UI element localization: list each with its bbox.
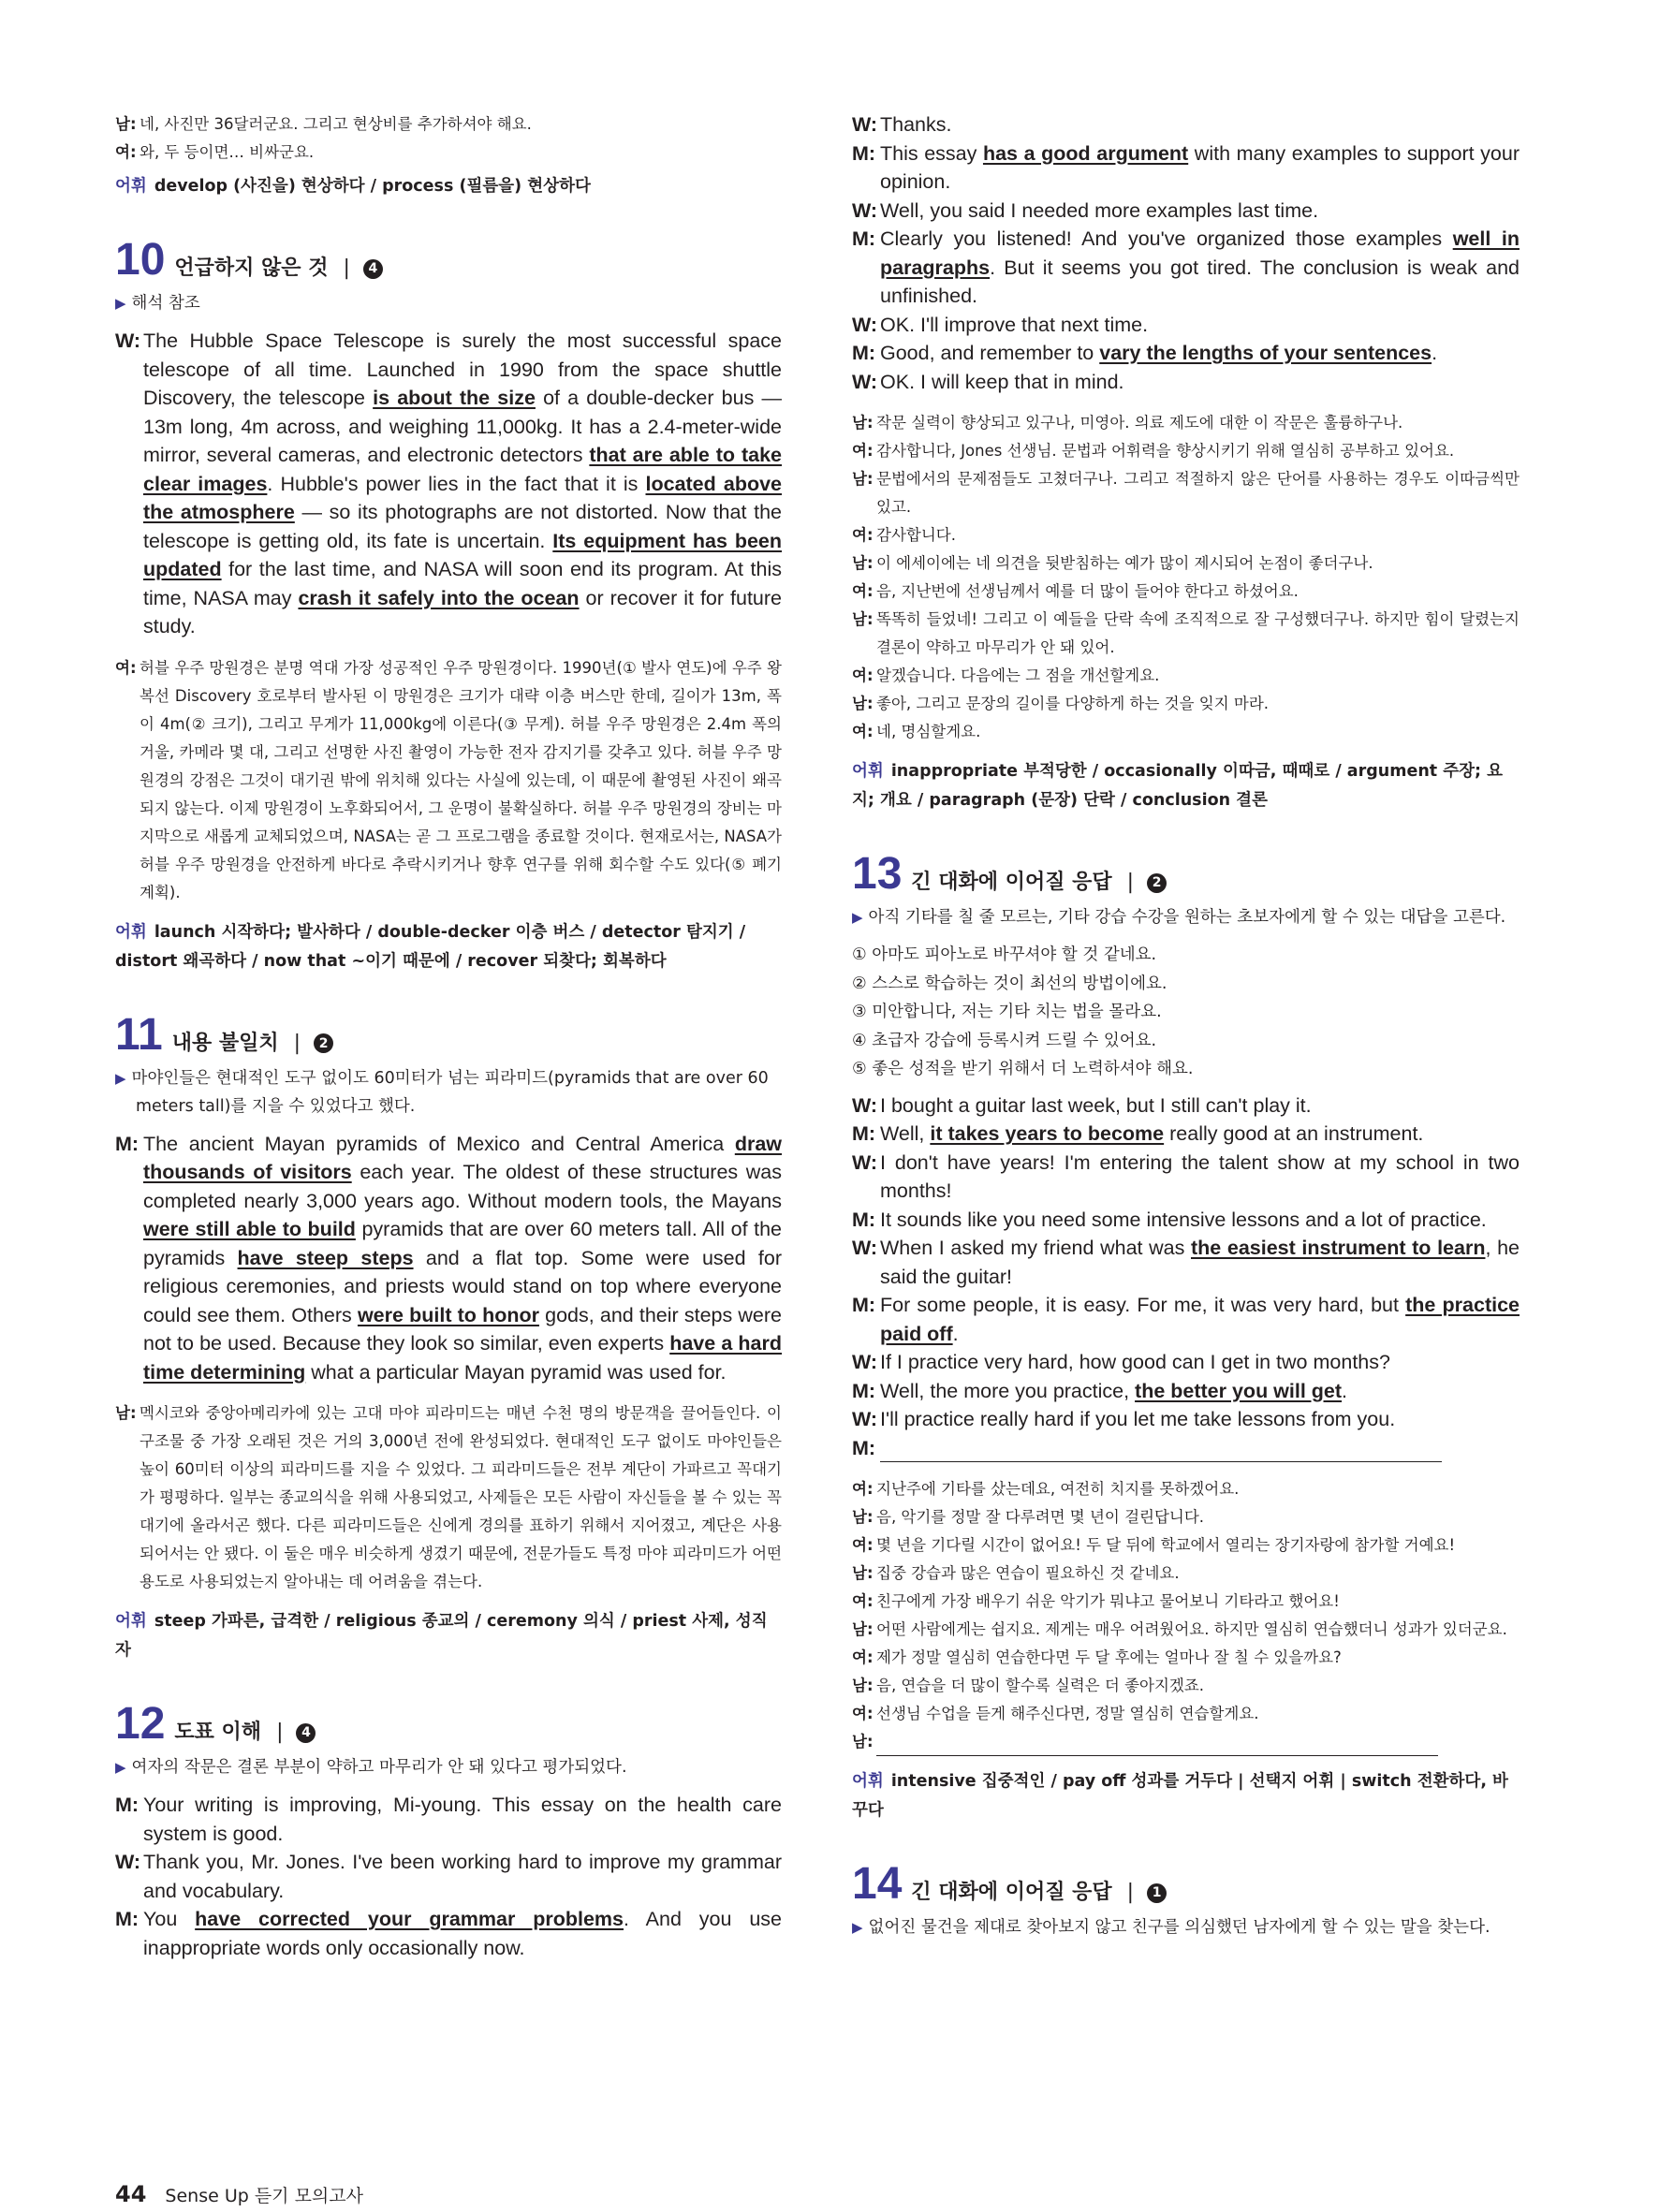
ko-line: 남: 어떤 사람에게는 쉽지요. 제게는 매우 어려웠어요. 하지만 열심히 연습했더니 성과가 있더군요. [852, 1620, 1507, 1638]
dialog-line: M: It sounds like you need some intensive lessons and a lot of practice. [852, 1208, 1487, 1231]
section-header: 11 내용 불일치 | 2 [115, 1010, 782, 1061]
ko-line: 남: 좋아, 그리고 문장의 길이를 다양하게 하는 것을 잊지 마라. [852, 695, 1270, 712]
ko-line: 남: 이 에세이에는 네 의견을 뒷받침하는 예가 많이 제시되어 논점이 좋더구나. [852, 554, 1373, 572]
dialog-line: M: Your writing is improving, Mi-young. This essay on the health care system is good. [115, 1794, 782, 1845]
ko-line: 여: 지난주에 기타를 샀는데요, 여전히 치지를 못하겠어요. [852, 1480, 1240, 1498]
english-dialog [852, 110, 1520, 396]
triangle-icon: ▶ [852, 909, 863, 926]
section-number: 10 [115, 235, 166, 285]
section-13 [852, 849, 1520, 1825]
page-footer [115, 2181, 363, 2207]
dialog-line: M: Clearly you listened! And you've organized those examples well in paragraphs. But it seems you got tired. The conclusion is weak and unfinished. [852, 227, 1520, 307]
page-number: 44 [115, 2181, 147, 2207]
hint: ▶ 여자의 작문은 결론 부분이 약하고 마무리가 안 돼 있다고 평가되었다. [115, 1758, 627, 1777]
answer-badge: 2 [1147, 873, 1167, 893]
section-10 [115, 235, 782, 976]
ko-line: 남: 음, 연습을 더 많이 할수록 실력은 더 좋아지겠죠. [852, 1677, 1205, 1694]
dialog-line: W: OK. I'll improve that next time. [852, 313, 1149, 336]
ko-line: 여: 허블 우주 망원경은 분명 역대 가장 성공적인 우주 망원경이다. 1990년(① 발사 연도)에 우주 왕복선 Discovery 호로부터 발사된 이 망원경은 크기가 대략 이층 버스만 한데, 길이가 13m, 폭이 4m(② 크기), 그리고 무게가 11,000kg에 이른다(③ 무게). 허블 우주 망원경은 2.4m 폭의 거울, 카메라 몇 대, 그리고 선명한 사진 촬영이 가능한 전자 감지기를 갖추고 있다. 허블 우주 망원경의 강점은 그것이 대기권 밖에 위치해 있다는 사실에 있는데, 이 때문에 촬영된 사진이 왜곡되지 않는다. 이제 망원경이 노후화되어서, 그 운명이 불확실하다. 허블 우주 망원경의 장비는 마지막으로 새롭게 교체되었으며, NASA는 곧 그 프로그램을 종료할 것이다. 현재로서는, NASA가 허블 우주 망원경을 안전하게 바다로 추락시키거나 향후 연구를 위해 회수할 수도 있다(⑤ 폐기 계획). [115, 658, 782, 901]
section-number: 12 [115, 1699, 166, 1749]
ko-answer-blank[interactable] [876, 1736, 1438, 1756]
section-14 [852, 1859, 1520, 1941]
section-header: 10 언급하지 않은 것 | 4 [115, 235, 782, 286]
left-column [115, 110, 782, 1975]
vocab-line: 어휘 steep 가파른, 급격한 / religious 종교의 / ceremony 의식 / priest 사제, 성직자 [115, 1612, 768, 1660]
section-header: 12 도표 이해 | 4 [115, 1699, 782, 1750]
ko-blank-line: 남: [852, 1728, 1520, 1756]
dialog-line: W: The Hubble Space Telescope is surely the most successful space telescope of all time. Launched in 1990 from the space shuttle Discovery, the telescope is about the size of a double-decker bus — 13m long, 4m across, and weighing 11,000kg. It has a 2.4-meter-wide mirror, several cameras, and electronic detectors that are able to take clear images. Hubble's power lies in the fact that it is located above the atmosphere — so its photographs are not distorted. Now that the telescope is getting old, its fate is uncertain. Its equipment has been updated for the last time, and NASA will soon end its program. At this time, NASA may crash it safely into the ocean or recover it for future study. [115, 330, 783, 637]
ko-line: 남: 네, 사진만 36달러군요. 그리고 현상비를 추가하셔야 해요. [115, 115, 532, 133]
section-12 [115, 1699, 782, 1962]
dialog-line: M: The ancient Mayan pyramids of Mexico and Central America draw thousands of visitors each year. The oldest of these structures was completed nearly 3,000 years ago. Without modern tools, the Mayans were still able to build pyramids that are over 60 meters tall. All of the pyramids have steep steps and a flat top. Some were used for religious ceremonies, and priests would stand on top where everyone could see them. Others were built to honor gods, and their steps were not to be used. Because they look so similar, even experts have a hard time determining what a particular Mayan pyramid was used for. [115, 1132, 783, 1384]
vocab-line: 어휘 launch 시작하다; 발사하다 / double-decker 이층 버스 / detector 탐지기 / distort 왜곡하다 / now that ~이기 때문에 / recover 되찾다; 회복하다 [115, 922, 746, 971]
dialog-line: W: Thank you, Mr. Jones. I've been working hard to improve my grammar and vocabulary. [115, 1851, 782, 1902]
hint: ▶ 없어진 물건을 제대로 찾아보지 않고 친구를 의심했던 남자에게 할 수 있는 말을 찾는다. [852, 1918, 1490, 1937]
dialog-line: M: For some people, it is easy. For me, it was very hard, but the practice paid off. [852, 1294, 1520, 1345]
answer-badge: 4 [296, 1723, 316, 1743]
dialog-line: W: I don't have years! I'm entering the talent show at my school in two months! [852, 1150, 1520, 1202]
dialog-line: W: Thanks. [852, 113, 952, 136]
section-title: 긴 대화에 이어질 응답 [911, 1881, 1112, 1904]
english-dialog [852, 1091, 1520, 1463]
korean-translation [852, 409, 1520, 746]
book-title: Sense Up 듣기 모의고사 [165, 2186, 363, 2206]
ko-line: 남: 작문 실력이 향상되고 있구나, 미영아. 의료 제도에 대한 이 작문은 훌륭하구나. [852, 414, 1403, 432]
dialog-line: W: I bought a guitar last week, but I still can't play it. [852, 1093, 1312, 1117]
dialog-line: M: Well, the more you practice, the better you will get. [852, 1379, 1348, 1402]
dialog-line: M: This essay has a good argument with many examples to support your opinion. [852, 141, 1520, 193]
section-number: 11 [115, 1009, 163, 1060]
ko-line: 여: 음, 지난번에 선생님께서 예를 더 많이 들어야 한다고 하셨어요. [852, 582, 1299, 600]
dialog-line: W: When I asked my friend what was the easiest instrument to learn, he said the guitar! [852, 1237, 1520, 1288]
triangle-icon: ▶ [115, 1759, 126, 1776]
section-11 [115, 1010, 782, 1666]
ko-line: 여: 와, 두 등이면… 비싸군요. [115, 143, 315, 161]
english-dialog [115, 327, 782, 641]
korean-translation [852, 1475, 1520, 1756]
hint: ▶ 마야인들은 현대적인 도구 없이도 60미터가 넘는 피라미드(pyramids that are over 60 meters tall)를 지을 수 있었다고 했다. [115, 1068, 769, 1116]
answer-options [852, 941, 1520, 1084]
hint: ▶ 해석 참조 [115, 294, 200, 313]
section-title: 언급하지 않은 것 [174, 256, 329, 280]
dialog-line: W: Well, you said I needed more examples last time. [852, 198, 1319, 222]
dialog-line: W: OK. I will keep that in mind. [852, 370, 1124, 393]
option-item: ④ 초급자 강습에 등록시켜 드릴 수 있어요. [852, 1031, 1157, 1050]
vocab-line: 어휘 develop (사진을) 현상하다 / process (필름을) 현상하다 [115, 177, 591, 196]
option-item: ③ 미안합니다, 저는 기타 치는 법을 몰라요. [852, 1003, 1162, 1021]
vocab-line: 어휘 inappropriate 부적당한 / occasionally 이따금, 때때로 / argument 주장; 요지; 개요 / paragraph (문장) 단락 / conclusion 결론 [852, 762, 1504, 810]
ko-line: 여: 선생님 수업을 듣게 해주신다면, 정말 열심히 연습할게요. [852, 1705, 1259, 1722]
answer-badge: 1 [1147, 1883, 1167, 1903]
dialog-line: W: I'll practice really hard if you let me take lessons from you. [852, 1408, 1396, 1430]
option-item: ② 스스로 학습하는 것이 최선의 방법이에요. [852, 974, 1167, 993]
ko-line: 남: 문법에서의 문제점들도 고쳤더구나. 그리고 적절하지 않은 단어를 사용하는 경우도 이따금씩만 있고. [852, 470, 1520, 516]
ko-line: 여: 제가 정말 열심히 연습한다면 두 달 후에는 얼마나 잘 칠 수 있을까요? [852, 1648, 1342, 1666]
triangle-icon: ▶ [115, 1069, 126, 1087]
ko-line: 여: 감사합니다. [852, 526, 956, 544]
section-number: 14 [852, 1859, 903, 1909]
answer-blank-line: M: [852, 1434, 1520, 1463]
vocab-line: 어휘 intensive 집중적인 / pay off 성과를 거두다 | 선택지 어휘 | switch 전환하다, 바꾸다 [852, 1772, 1508, 1820]
section-header: 13 긴 대화에 이어질 응답 | 2 [852, 849, 1520, 900]
dialog-line: W: If I practice very hard, how good can I get in two months? [852, 1351, 1390, 1373]
dialog-line: M: You have corrected your grammar problems. And you use inappropriate words only occasionally now. [115, 1908, 782, 1959]
hint: ▶ 아직 기타를 칠 줄 모르는, 기타 강습 수강을 원하는 초보자에게 할 수 있는 대답을 고른다. [852, 908, 1506, 927]
answer-badge: 4 [363, 259, 383, 279]
intro-dialog-ko [115, 110, 782, 167]
section-title: 내용 불일치 [171, 1031, 279, 1055]
dialog-line: M: Good, and remember to vary the lengths of your sentences. [852, 342, 1438, 364]
triangle-icon: ▶ [852, 1919, 863, 1936]
section-number: 13 [852, 849, 903, 899]
english-dialog [115, 1130, 782, 1387]
english-dialog [115, 1791, 782, 1962]
section-title: 긴 대화에 이어질 응답 [911, 871, 1112, 894]
section-header: 14 긴 대화에 이어질 응답 | 1 [852, 1859, 1520, 1910]
ko-line: 남: 멕시코와 중앙아메리카에 있는 고대 마야 피라미드는 매년 수천 명의 방문객을 끌어들인다. 이 구조물 중 가장 오래된 것은 거의 3,000년 전에 완성되었다. 현대적인 도구 없이도 마야인들은 높이 60미터 이상의 피라미드를 지을 수 있었다. 그 피라미드들은 전부 계단이 가파르고 꼭대기가 평평하다. 일부는 종교의식을 위해 사용되었고, 사제들은 모든 사람이 자신들을 볼 수 있는 꼭대기에 올라서곤 했다. 다른 피라미드들은 신에게 경의를 표하기 위해서 지어졌고, 계단은 사용되어서는 안 됐다. 이 둘은 매우 비슷하게 생겼기 때문에, 전문가들도 특정 마야 피라미드가 어떤 용도로 사용되었는지 알아내는 데 어려움을 겪는다. [115, 1404, 782, 1590]
ko-line: 남: 음, 악기를 정말 잘 다루려면 몇 년이 걸린답니다. [852, 1508, 1205, 1526]
ko-line: 여: 네, 명심할게요. [852, 723, 981, 740]
ko-line: 남: 집중 강습과 많은 연습이 필요하신 것 같네요. [852, 1564, 1180, 1582]
ko-line: 여: 알겠습니다. 다음에는 그 점을 개선할게요. [852, 667, 1160, 684]
answer-blank[interactable] [880, 1441, 1442, 1462]
ko-line: 여: 친구에게 가장 배우기 쉬운 악기가 뭐냐고 물어보니 기타라고 했어요! [852, 1592, 1340, 1610]
right-column [852, 110, 1520, 1951]
dialog-line: M: Well, it takes years to become really good at an instrument. [852, 1122, 1424, 1145]
korean-translation [115, 1399, 782, 1596]
answer-badge: 2 [314, 1033, 333, 1053]
option-item: ① 아마도 피아노로 바꾸셔야 할 것 같네요. [852, 945, 1157, 964]
ko-line: 여: 몇 년을 기다릴 시간이 없어요! 두 달 뒤에 학교에서 열리는 장기자랑에 참가할 거예요! [852, 1536, 1456, 1554]
option-item: ⑤ 좋은 성적을 받기 위해서 더 노력하셔야 해요. [852, 1060, 1194, 1078]
korean-translation [115, 654, 782, 907]
ko-line: 남: 똑똑히 들었네! 그리고 이 예들을 단락 속에 조직적으로 잘 구성했더구나. 하지만 힘이 달렸는지 결론이 약하고 마무리가 안 돼 있어. [852, 610, 1520, 656]
section-title: 도표 이해 [174, 1721, 262, 1744]
ko-line: 여: 감사합니다, Jones 선생님. 문법과 어휘력을 향상시키기 위해 열심히 공부하고 있어요. [852, 442, 1455, 460]
triangle-icon: ▶ [115, 295, 126, 312]
